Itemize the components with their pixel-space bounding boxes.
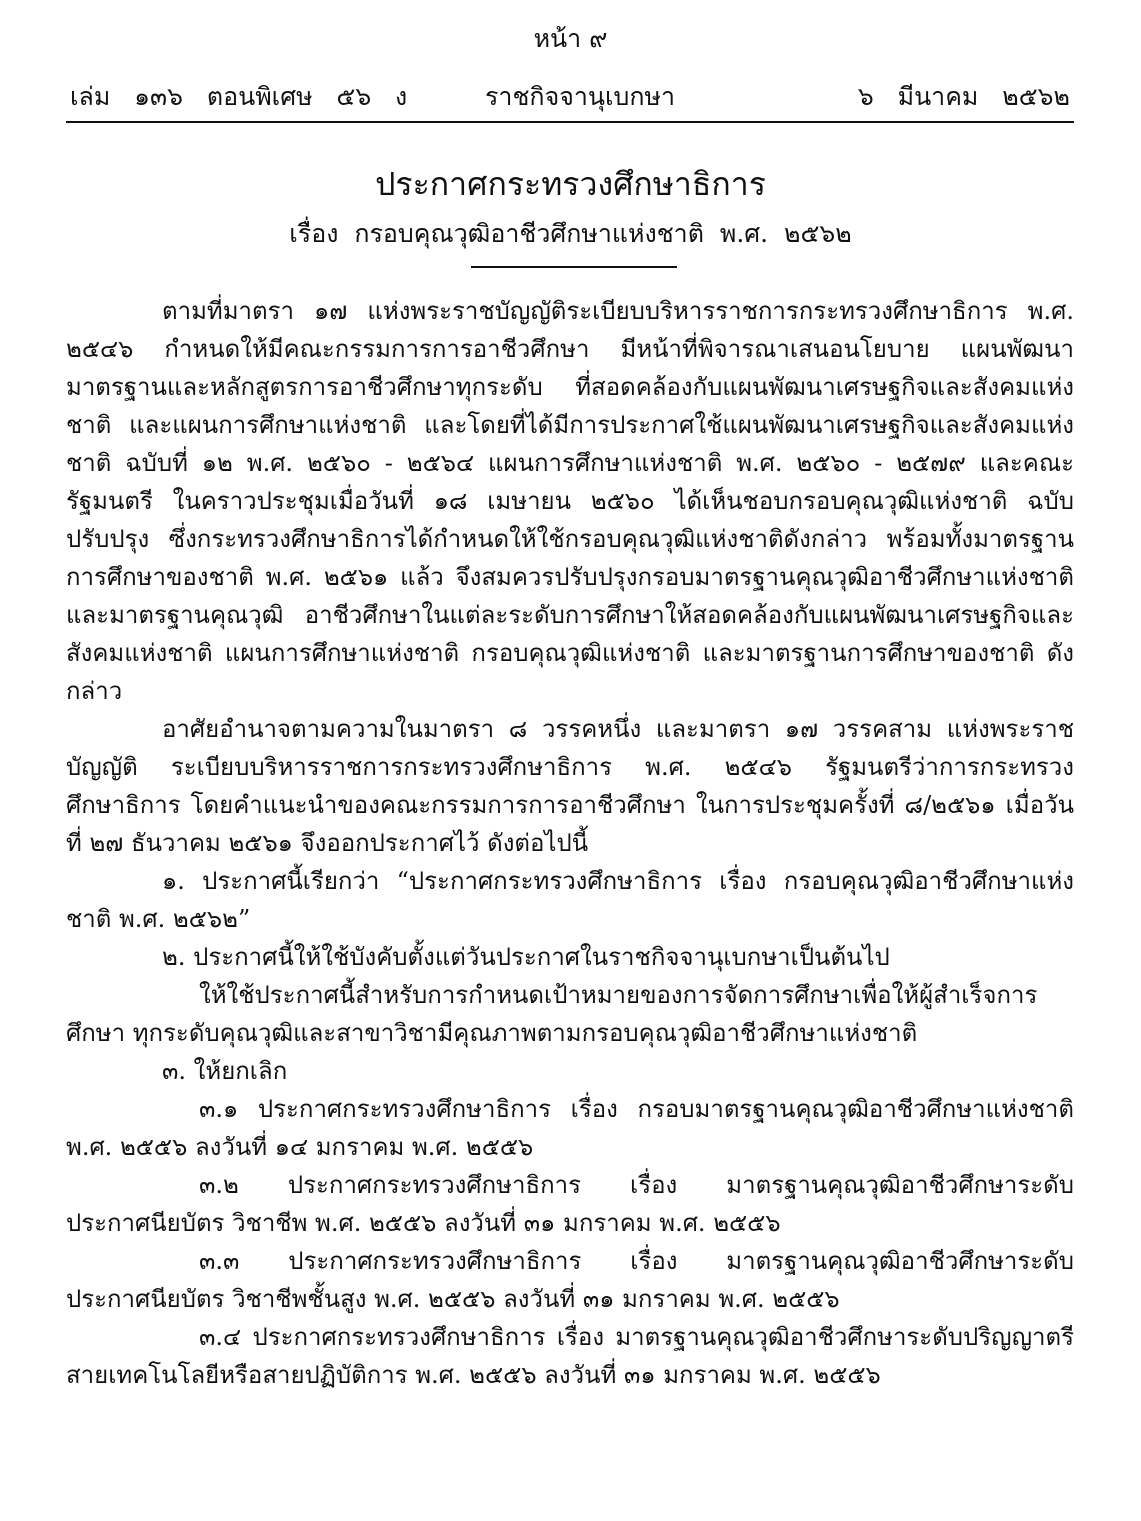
document-title: ประกาศกระทรวงศึกษาธิการ (375, 165, 766, 203)
title-divider (471, 266, 677, 268)
paragraph-authority: อาศัยอำนาจตามความในมาตรา ๘ วรรคหนึ่ง และมาตรา ๑๗ วรรคสาม แห่งพระราชบัญญัติ ระเบียบบริหารราชการกระทรวงศึกษาธิการ พ.ศ. ๒๕๔๖ รัฐมนตรีว่าการกระทรวงศึกษาธิการ โดยคำแนะนำของคณะกรรมการการอาชีวศึกษา ในการประชุมครั้งที่ ๘/๒๕๖๑ เมื่อวันที่ ๒๗ ธันวาคม ๒๕๖๑ จึงออกประกาศไว้ ดังต่อไปนี้ (66, 715, 1074, 857)
clause-3-3: ๓.๓ ประกาศกระทรวงศึกษาธิการ เรื่อง มาตรฐานคุณวุฒิอาชีวศึกษาระดับประกาศนียบัตร วิชาชีพชั้นสูง พ.ศ. ๒๕๕๖ ลงวันที่ ๓๑ มกราคม พ.ศ. ๒๕๕๖ (66, 1247, 1074, 1313)
clause-1: ๑. ประกาศนี้เรียกว่า “ประกาศกระทรวงศึกษาธิการ เรื่อง กรอบคุณวุฒิอาชีวศึกษาแห่งชาติ พ.ศ. ๒๕๖๒” (66, 867, 1074, 933)
document-subtitle: เรื่อง กรอบคุณวุฒิอาชีวศึกษาแห่งชาติ พ.ศ. ๒๕๖๒ (289, 219, 852, 248)
clause-3-2: ๓.๒ ประกาศกระทรวงศึกษาธิการ เรื่อง มาตรฐานคุณวุฒิอาชีวศึกษาระดับประกาศนียบัตร วิชาชีพ พ.ศ. ๒๕๕๖ ลงวันที่ ๓๑ มกราคม พ.ศ. ๒๕๕๖ (66, 1171, 1074, 1237)
clause-3-1: ๓.๑ ประกาศกระทรวงศึกษาธิการ เรื่อง กรอบมาตรฐานคุณวุฒิอาชีวศึกษาแห่งชาติ พ.ศ. ๒๕๕๖ ลงวันที่ ๑๔ มกราคม พ.ศ. ๒๕๕๖ (66, 1095, 1074, 1161)
paragraph-preamble: ตามที่มาตรา ๑๗ แห่งพระราชบัญญัติระเบียบบริหารราชการกระทรวงศึกษาธิการ พ.ศ. ๒๕๔๖ กำหนดให้มีคณะกรรมการการอาชีวศึกษา มีหน้าที่พิจารณาเสนอนโยบาย แผนพัฒนา มาตรฐานและหลักสูตรการอาชีวศึกษาทุกระดับ ที่สอดคล้องกับแผนพัฒนาเศรษฐกิจและสังคมแห่งชาติ และแผนการศึกษาแห่งชาติ และโดยที่ได้มีการประกาศใช้แผนพัฒนาเศรษฐกิจและสังคมแห่งชาติ ฉบับที่ ๑๒ พ.ศ. ๒๕๖๐ - ๒๕๖๔ แผนการศึกษาแห่งชาติ พ.ศ. ๒๕๖๐ - ๒๕๗๙ และคณะรัฐมนตรี ในคราวประชุมเมื่อวันที่ ๑๘ เมษายน ๒๕๖๐ ได้เห็นชอบกรอบคุณวุฒิแห่งชาติ ฉบับปรับปรุง ซึ่งกระทรวงศึกษาธิการได้กำหนดให้ใช้กรอบคุณวุฒิแห่งชาติดังกล่าว พร้อมทั้งมาตรฐานการศึกษาของชาติ พ.ศ. ๒๕๖๑ แล้ว จึงสมควรปรับปรุงกรอบมาตรฐานคุณวุฒิอาชีวศึกษาแห่งชาติ และมาตรฐานคุณวุฒิ อาชีวศึกษาในแต่ละระดับการศึกษาให้สอดคล้องกับแผนพัฒนาเศรษฐกิจและสังคมแห่งชาติ แผนการศึกษาแห่งชาติ กรอบคุณวุฒิแห่งชาติ และมาตรฐานการศึกษาของชาติ ดังกล่าว (66, 297, 1074, 705)
clause-2-detail: ให้ใช้ประกาศนี้สำหรับการกำหนดเป้าหมายของการจัดการศึกษาเพื่อให้ผู้สำเร็จการศึกษา ทุกระดับคุณวุฒิและสาขาวิชามีคุณภาพตามกรอบคุณวุฒิอาชีวศึกษาแห่งชาติ (66, 981, 1038, 1047)
header-divider (66, 121, 1074, 123)
clause-3: ๓. ให้ยกเลิก (162, 1057, 288, 1085)
publication-date: ๖ มีนาคม ๒๕๖๒ (857, 82, 1070, 111)
publication-name: ราชกิจจานุเบกษา (485, 82, 676, 111)
clause-2: ๒. ประกาศนี้ให้ใช้บังคับตั้งแต่วันประกาศในราชกิจจานุเบกษาเป็นต้นไป (162, 943, 890, 971)
document-body (66, 292, 1074, 1394)
volume-info: เล่ม ๑๓๖ ตอนพิเศษ ๕๖ ง (70, 82, 408, 111)
page-number: หน้า ๙ (533, 24, 608, 53)
clause-3-4: ๓.๔ ประกาศกระทรวงศึกษาธิการ เรื่อง มาตรฐานคุณวุฒิอาชีวศึกษาระดับปริญญาตรี สายเทคโนโลยีหรือสายปฏิบัติการ พ.ศ. ๒๕๕๖ ลงวันที่ ๓๑ มกราคม พ.ศ. ๒๕๕๖ (66, 1323, 1074, 1389)
gazette-header (70, 80, 1070, 116)
